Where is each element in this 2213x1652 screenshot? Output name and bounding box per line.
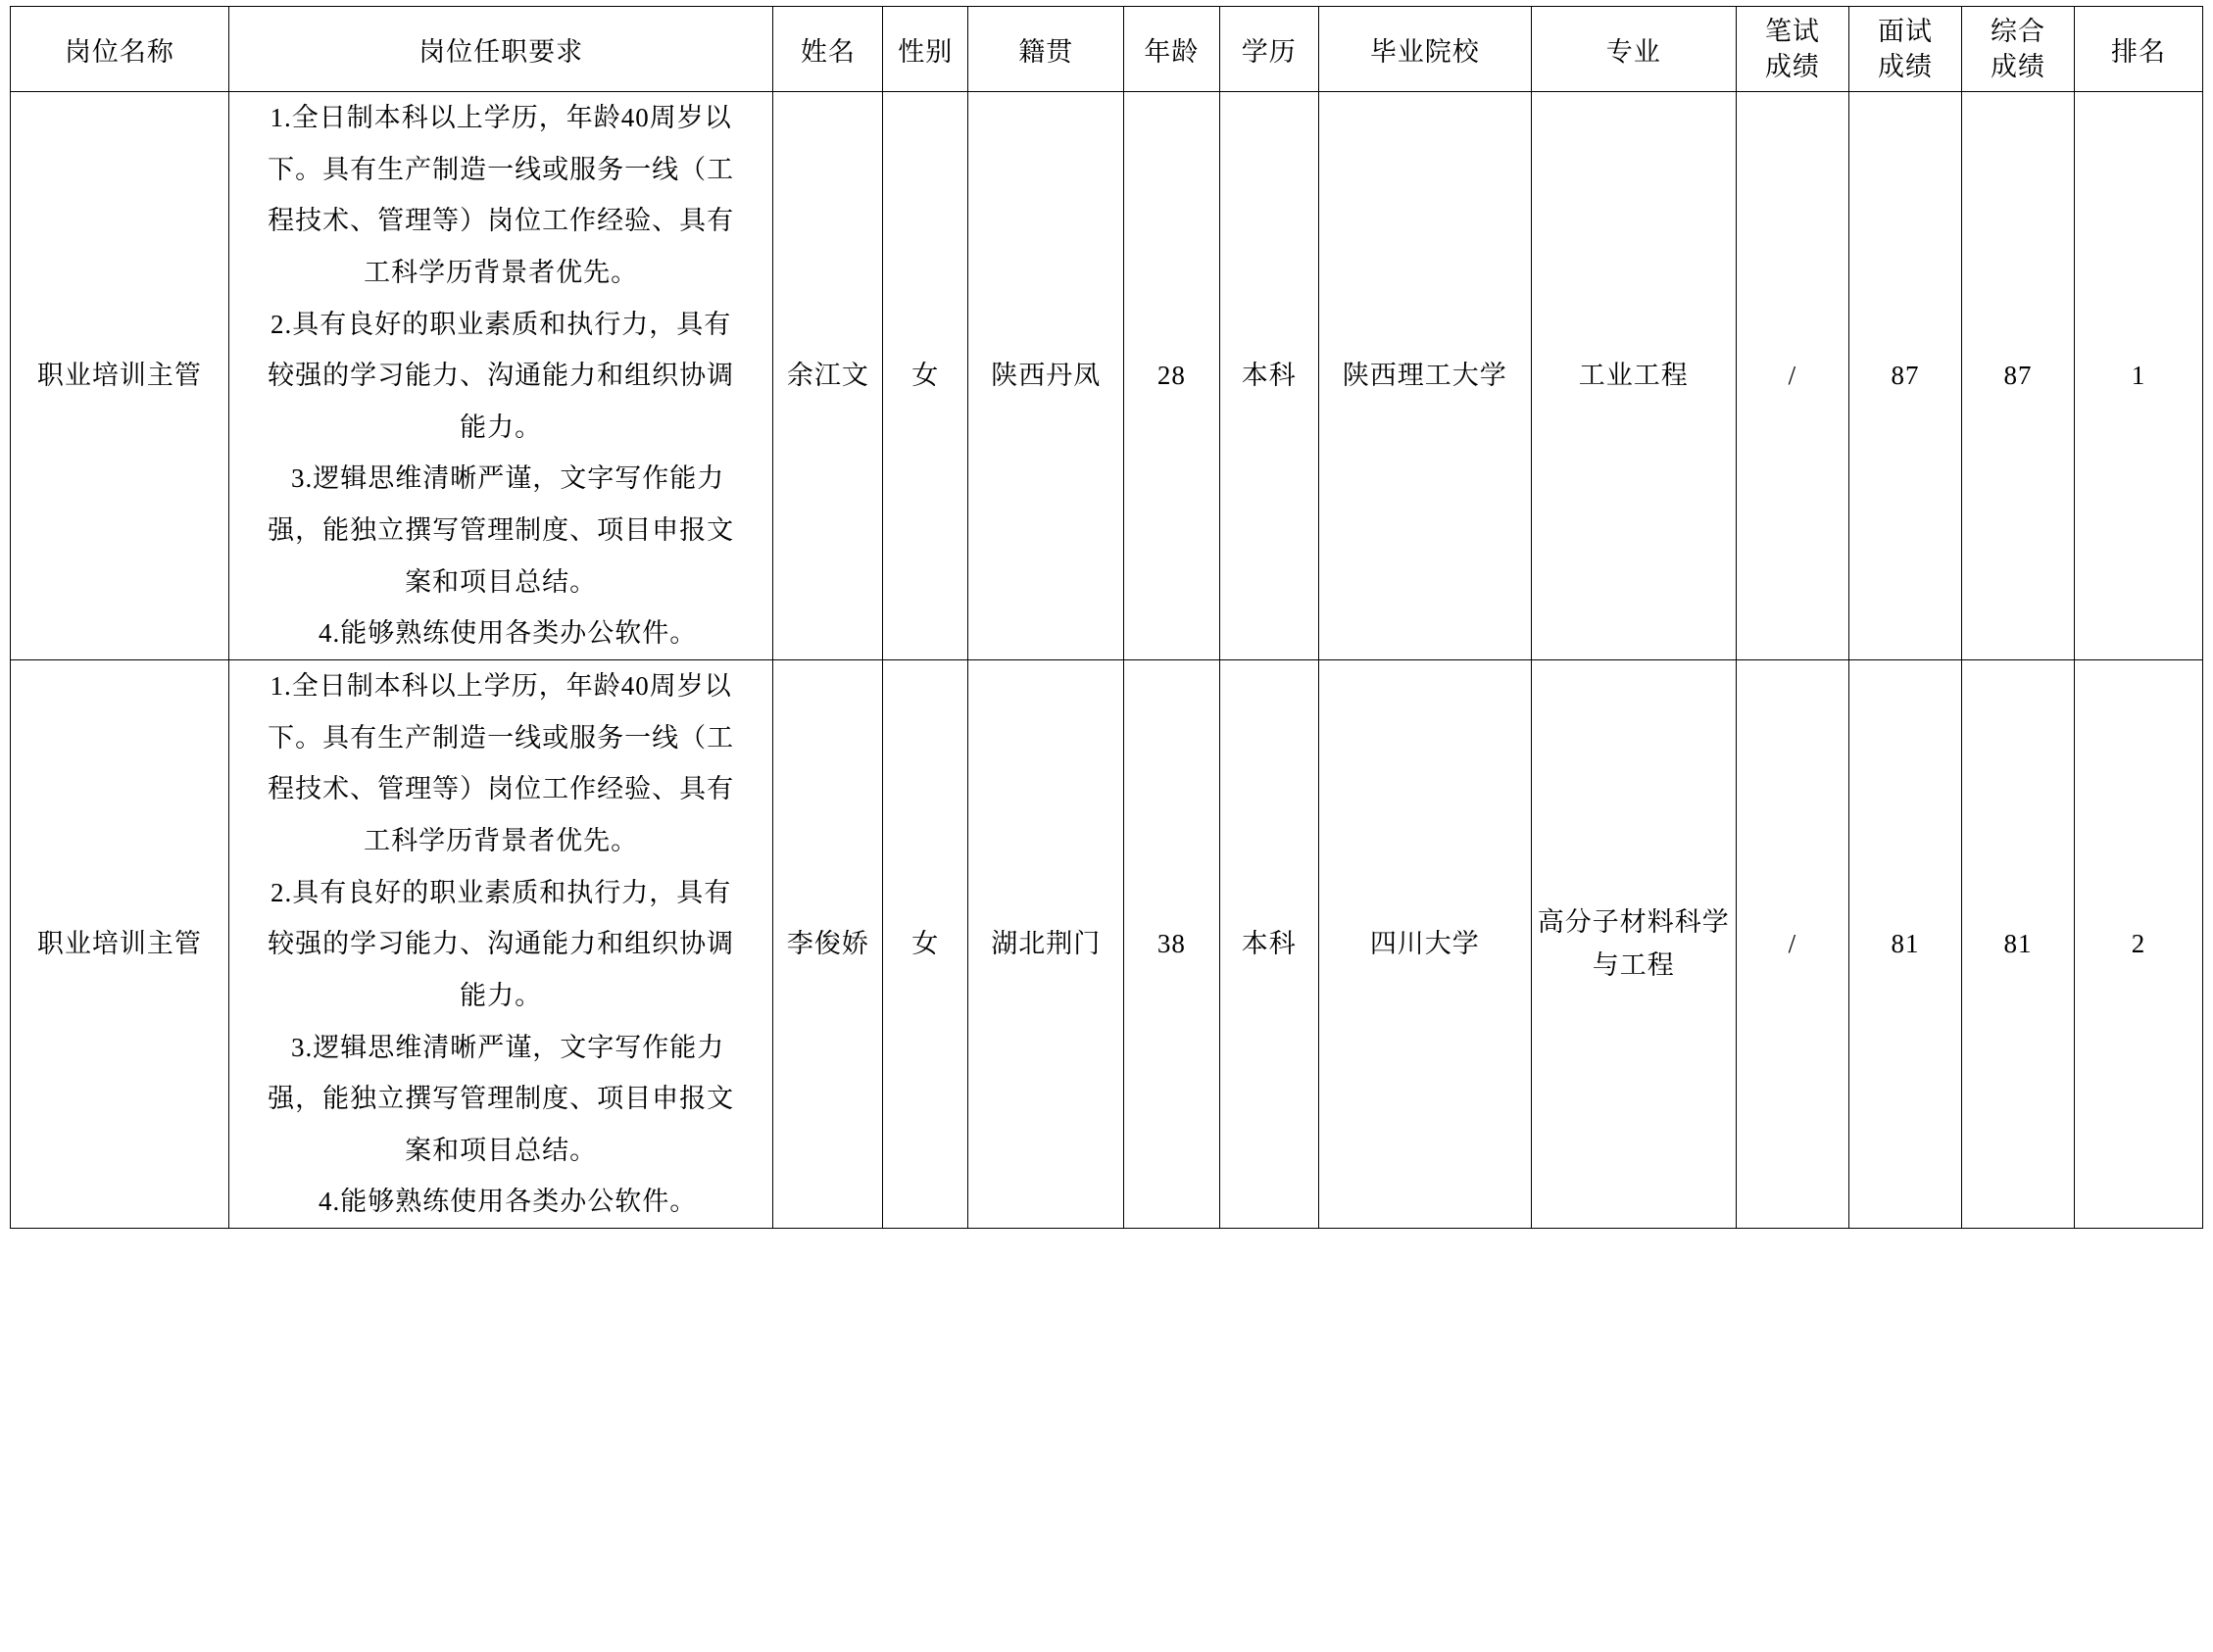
cell-hometown: 湖北荆门 bbox=[968, 660, 1124, 1229]
cell-education: 本科 bbox=[1219, 92, 1318, 660]
cell-major: 工业工程 bbox=[1531, 92, 1736, 660]
requirement-line: 2.具有良好的职业素质和执行力，具有 bbox=[270, 877, 732, 907]
requirement-line: 下。具有生产制造一线或服务一线（工 bbox=[268, 722, 735, 753]
cell-name: 李俊娇 bbox=[773, 660, 883, 1229]
cell-position: 职业培训主管 bbox=[11, 660, 229, 1229]
cell-written-score: / bbox=[1736, 92, 1848, 660]
table-body bbox=[11, 92, 2203, 1229]
requirement-line: 4.能够熟练使用各类办公软件。 bbox=[319, 1187, 698, 1217]
cell-hometown: 陕西丹凤 bbox=[968, 92, 1124, 660]
column-header-requirements: 岗位任职要求 bbox=[228, 7, 773, 92]
column-header-written-score-line2: 成绩 bbox=[1764, 52, 1820, 81]
cell-education: 本科 bbox=[1219, 660, 1318, 1229]
cell-gender: 女 bbox=[883, 92, 968, 660]
cell-written-score: / bbox=[1736, 660, 1848, 1229]
table-row bbox=[11, 660, 2203, 1229]
requirement-line: 工科学历背景者优先。 bbox=[364, 257, 639, 287]
cell-rank: 2 bbox=[2075, 660, 2203, 1229]
column-header-total-score bbox=[1962, 7, 2075, 92]
column-header-position: 岗位名称 bbox=[11, 7, 229, 92]
column-header-total-score-line2: 成绩 bbox=[1991, 52, 2046, 81]
column-header-total-score-line1: 综合 bbox=[1991, 16, 2046, 46]
cell-gender: 女 bbox=[883, 660, 968, 1229]
column-header-written-score bbox=[1736, 7, 1848, 92]
table-row bbox=[11, 92, 2203, 660]
column-header-school: 毕业院校 bbox=[1319, 7, 1532, 92]
requirement-line: 强，能独立撰写管理制度、项目申报文 bbox=[268, 1084, 735, 1114]
column-header-gender: 性别 bbox=[883, 7, 968, 92]
requirement-line: 能力。 bbox=[460, 412, 543, 442]
cell-interview-score: 81 bbox=[1848, 660, 1961, 1229]
cell-position: 职业培训主管 bbox=[11, 92, 229, 660]
column-header-interview-score bbox=[1848, 7, 1961, 92]
requirement-line: 1.全日制本科以上学历，年龄40周岁以 bbox=[270, 671, 732, 702]
column-header-hometown: 籍贯 bbox=[968, 7, 1124, 92]
column-header-interview-score-line2: 成绩 bbox=[1877, 52, 1933, 81]
requirement-line: 程技术、管理等）岗位工作经验、具有 bbox=[268, 774, 735, 804]
requirement-line: 下。具有生产制造一线或服务一线（工 bbox=[268, 154, 735, 184]
requirement-line: 3.逻辑思维清晰严谨，文字写作能力 bbox=[291, 463, 725, 494]
requirement-line: 强，能独立撰写管理制度、项目申报文 bbox=[268, 515, 735, 546]
table-header bbox=[11, 7, 2203, 92]
requirement-line: 4.能够熟练使用各类办公软件。 bbox=[319, 618, 698, 649]
requirement-line: 程技术、管理等）岗位工作经验、具有 bbox=[268, 206, 735, 236]
cell-age: 38 bbox=[1124, 660, 1219, 1229]
cell-name: 余江文 bbox=[773, 92, 883, 660]
cell-major: 高分子材料科学与工程 bbox=[1531, 660, 1736, 1229]
requirement-line: 案和项目总结。 bbox=[405, 1135, 598, 1165]
cell-school: 陕西理工大学 bbox=[1319, 92, 1532, 660]
column-header-age: 年龄 bbox=[1124, 7, 1219, 92]
requirement-line: 较强的学习能力、沟通能力和组织协调 bbox=[268, 929, 735, 959]
requirement-line: 3.逻辑思维清晰严谨，文字写作能力 bbox=[291, 1032, 725, 1062]
requirement-line: 能力。 bbox=[460, 980, 543, 1010]
cell-requirements bbox=[228, 660, 773, 1229]
cell-school: 四川大学 bbox=[1319, 660, 1532, 1229]
column-header-rank: 排名 bbox=[2075, 7, 2203, 92]
cell-total-score: 87 bbox=[1962, 92, 2075, 660]
requirement-line: 工科学历背景者优先。 bbox=[364, 825, 639, 855]
cell-age: 28 bbox=[1124, 92, 1219, 660]
column-header-interview-score-line1: 面试 bbox=[1877, 16, 1933, 46]
requirement-line: 案和项目总结。 bbox=[405, 566, 598, 597]
cell-requirements bbox=[228, 92, 773, 660]
column-header-major: 专业 bbox=[1531, 7, 1736, 92]
table-header-row bbox=[11, 7, 2203, 92]
requirement-line: 2.具有良好的职业素质和执行力，具有 bbox=[270, 309, 732, 339]
cell-rank: 1 bbox=[2075, 92, 2203, 660]
column-header-written-score-line1: 笔试 bbox=[1764, 16, 1820, 46]
column-header-name: 姓名 bbox=[773, 7, 883, 92]
cell-interview-score: 87 bbox=[1848, 92, 1961, 660]
requirement-line: 1.全日制本科以上学历，年龄40周岁以 bbox=[270, 103, 732, 132]
cell-total-score: 81 bbox=[1962, 660, 2075, 1229]
column-header-education: 学历 bbox=[1219, 7, 1318, 92]
requirement-line: 较强的学习能力、沟通能力和组织协调 bbox=[268, 361, 735, 391]
recruitment-result-table bbox=[10, 6, 2203, 1229]
